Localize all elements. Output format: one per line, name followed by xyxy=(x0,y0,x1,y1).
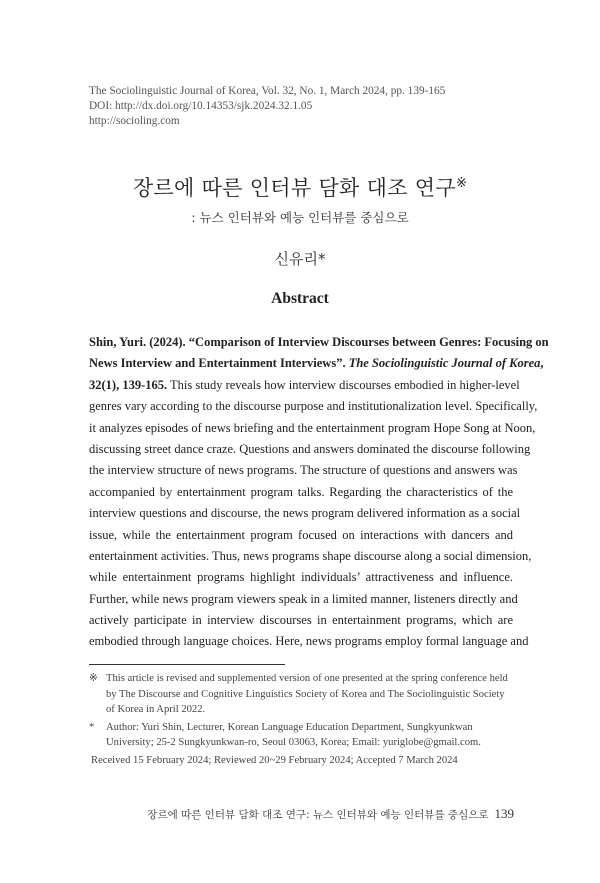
paper-subtitle: : 뉴스 인터뷰와 예능 인터뷰를 중심으로 xyxy=(191,210,409,225)
paper-title xyxy=(0,172,600,202)
journal-url[interactable]: http://socioling.com xyxy=(89,115,180,127)
citation-pages: 32(1), 139-165. xyxy=(89,377,168,392)
abstract-line: 32(1), 139-165. This study reveals how interview discourses embodied in higher-level xyxy=(89,377,520,392)
journal-header xyxy=(89,84,445,129)
abstract-line: accompanied by entertainment program talks. Regarding the characteristics of the xyxy=(89,484,513,499)
running-footer xyxy=(147,806,514,822)
abstract-heading: Abstract xyxy=(271,290,329,307)
abstract-line: embodied through language choices. Here, news programs employ formal language and xyxy=(89,634,529,649)
footnote-text: Author: Yuri Shin, Lecturer, Korean Language Education Department, Sungkyunkwan University; 25-2 Sungkyunkwan-ro, Seoul 03063, Korea; Email: yuriglobe@gmail.com. xyxy=(106,721,481,748)
abstract-line: interview questions and discourse, the news program delivered information as a social xyxy=(89,506,521,521)
footnote-divider xyxy=(89,664,285,665)
abstract-line: actively participate in interview discourses in entertainment programs, which are xyxy=(89,613,513,628)
footnote-text: This article is revised and supplemented version of one presented at the spring conference held by The Discourse and Cognitive Linguistics Society of Korea and The Sociolinguistic Society of Korea in April 2022. xyxy=(106,673,508,715)
abstract-line: News Interview and Entertainment Interviews”. The Sociolinguistic Journal of Korea, xyxy=(89,356,544,371)
received-dates: Received 15 February 2024; Reviewed 20~29 February 2024; Accepted 7 March 2024 xyxy=(91,754,458,766)
abstract-line: genres vary according to the discourse purpose and institutionalization level. Specifically, xyxy=(89,399,538,414)
abstract-line: issue, while the entertainment program focused on interactions with dancers and xyxy=(89,527,513,542)
page-number: 139 xyxy=(494,806,514,821)
title-footnote-mark: ※ xyxy=(455,176,468,191)
footnotes xyxy=(89,671,515,768)
paper-title-text: 장르에 따른 인터뷰 담화 대조 연구 xyxy=(132,176,456,200)
author-name: 신유리* xyxy=(274,250,326,268)
abstract-line: discussing street dance craze. Questions and answers dominated the discourse following xyxy=(89,441,531,456)
journal-name: The Sociolinguistic Journal of Korea xyxy=(348,356,541,371)
footnote-mark: ※ xyxy=(89,673,98,684)
abstract-line: while entertainment programs highlight individuals’ attractiveness and influence. xyxy=(89,570,513,585)
journal-citation-line: The Sociolinguistic Journal of Korea, Vol. 32, No. 1, March 2024, pp. 139-165 xyxy=(89,85,446,97)
footnote-acknowledgement xyxy=(89,671,515,718)
abstract-line: the interview structure of news programs. The structure of questions and answers was xyxy=(89,463,518,478)
abstract-body xyxy=(89,332,549,653)
abstract-line: Shin, Yuri. (2024). “Comparison of Interview Discourses between Genres: Focusing on xyxy=(89,335,549,349)
footnote-author xyxy=(89,720,515,751)
doi-line[interactable]: DOI: http://dx.doi.org/10.14353/sjk.2024.32.1.05 xyxy=(89,100,313,112)
abstract-line: it analyzes episodes of news briefing and the entertainment program Hope Song at Noon, xyxy=(89,420,536,435)
abstract-line: entertainment activities. Thus, news programs shape discourse along a social dimension, xyxy=(89,548,532,563)
footnote-mark: * xyxy=(89,721,95,733)
abstract-line: Further, while news program viewers speak in a limited manner, listeners directly and xyxy=(89,591,518,606)
running-title: 장르에 따른 인터뷰 담화 대조 연구: 뉴스 인터뷰와 예능 인터뷰를 중심으로 xyxy=(147,809,489,821)
